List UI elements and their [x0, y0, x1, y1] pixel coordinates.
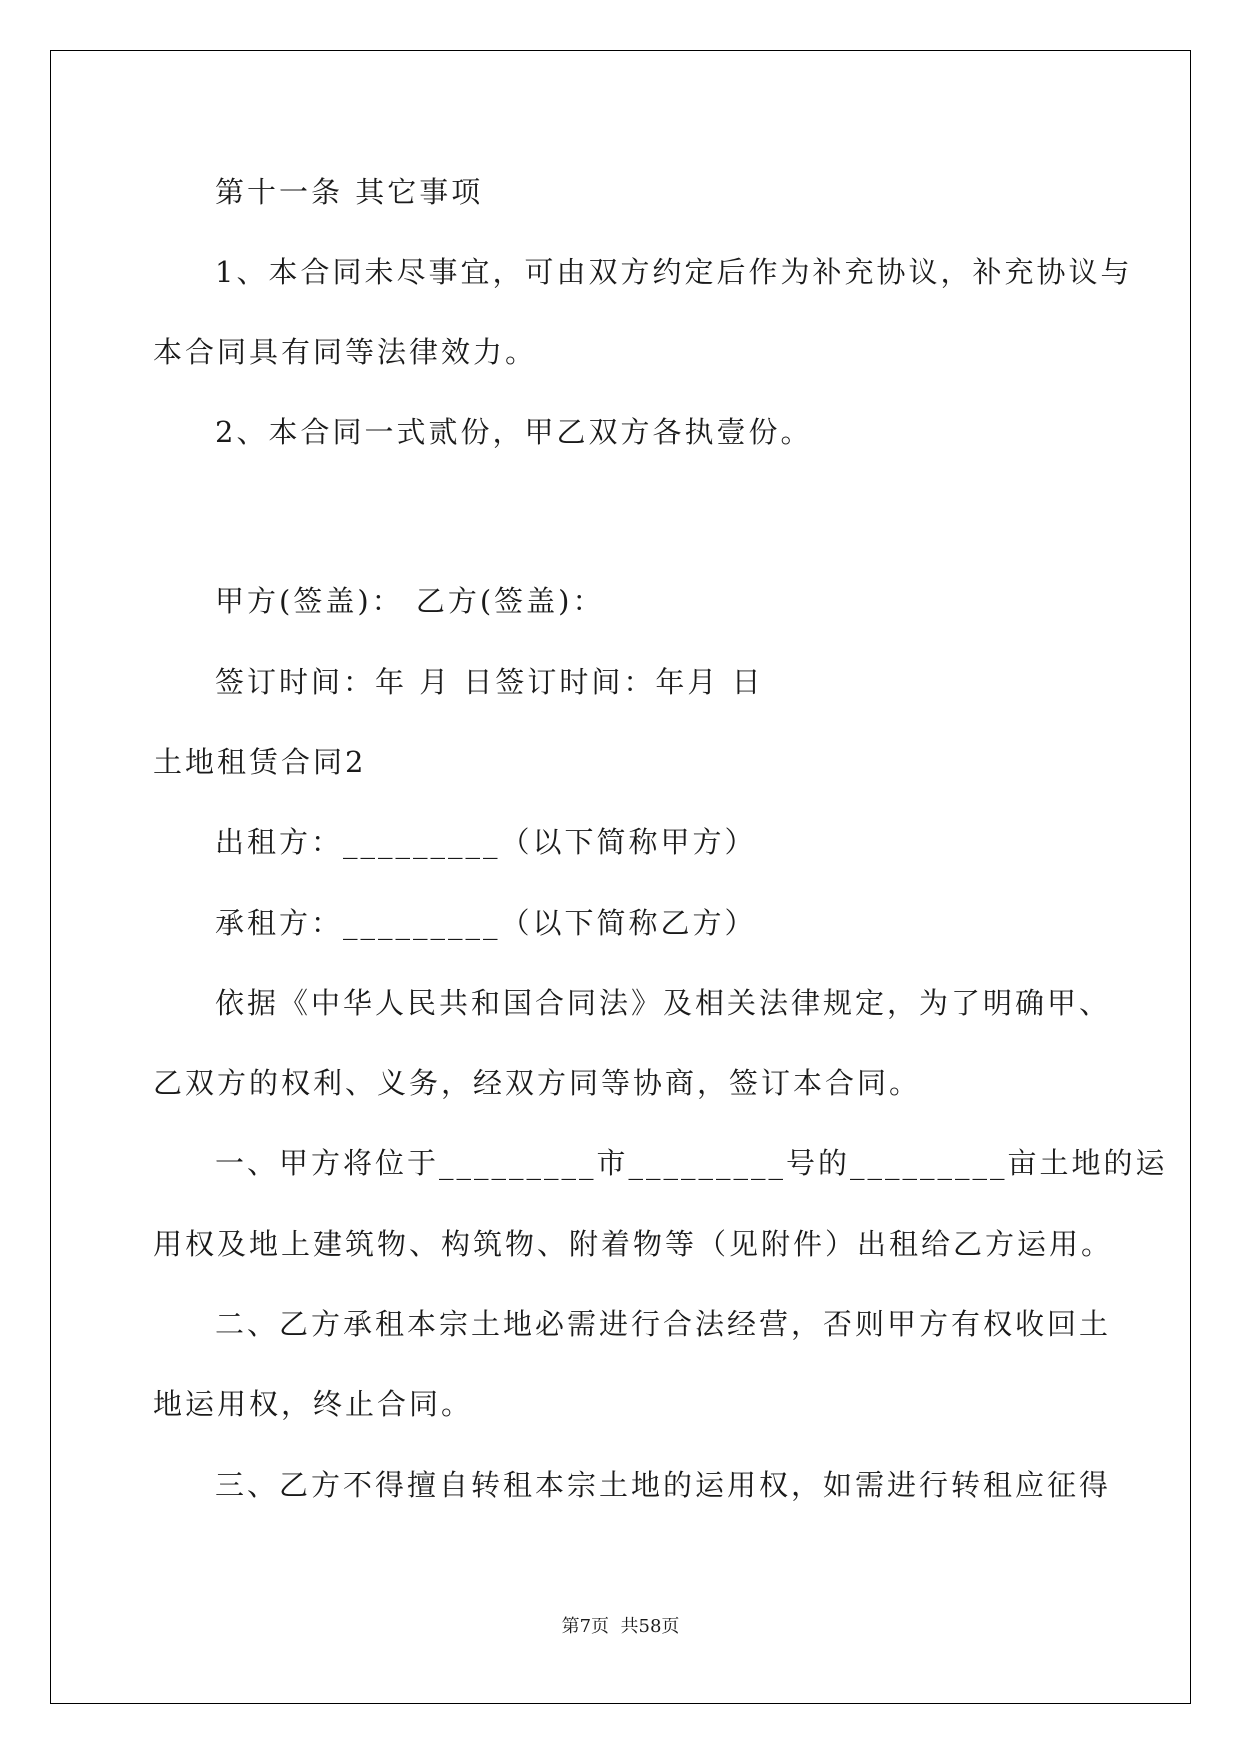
footer-suffix: 页 [661, 1616, 680, 1637]
paragraph-line: 2、本合同一式贰份，甲乙双方各执壹份。 [215, 415, 813, 449]
page-number: 7 [579, 1616, 592, 1637]
signing-date-line: 签订时间：年 月 日签订时间：年月 日 [215, 665, 764, 699]
paragraph-line: 三、乙方不得擅自转租本宗土地的运用权，如需进行转租应征得 [215, 1468, 1112, 1502]
section-heading: 第十一条 其它事项 [215, 175, 484, 209]
lessor-line: 出租方：_________（以下简称甲方） [215, 825, 757, 859]
paragraph-line: 二、乙方承租本宗土地必需进行合法经营，否则甲方有权收回土 [215, 1307, 1112, 1341]
total-pages: 58 [638, 1616, 662, 1637]
paragraph-line: 依据《中华人民共和国合同法》及相关法律规定，为了明确甲、 [215, 986, 1112, 1020]
page-border [50, 50, 1191, 1704]
footer-prefix: 第 [561, 1616, 580, 1637]
contract-title: 土地租赁合同2 [153, 745, 367, 779]
paragraph-line: 乙双方的权利、义务，经双方同等协商，签订本合同。 [153, 1066, 922, 1100]
lessee-line: 承租方：_________（以下简称乙方） [215, 906, 757, 940]
page-footer [0, 1612, 1241, 1638]
paragraph-line: 一、甲方将位于_________市_________号的_________亩土地的运 [215, 1146, 1168, 1180]
paragraph-line: 本合同具有同等法律效力。 [153, 335, 538, 369]
paragraph-line: 1、本合同未尽事宜，可由双方约定后作为补充协议，补充协议与 [215, 255, 1133, 289]
paragraph-line: 地运用权，终止合同。 [153, 1387, 474, 1421]
footer-mid: 页 共 [591, 1616, 639, 1637]
signature-line: 甲方(签盖)： 乙方(签盖)： [215, 584, 605, 618]
paragraph-line: 用权及地上建筑物、构筑物、附着物等（见附件）出租给乙方运用。 [153, 1227, 1114, 1261]
